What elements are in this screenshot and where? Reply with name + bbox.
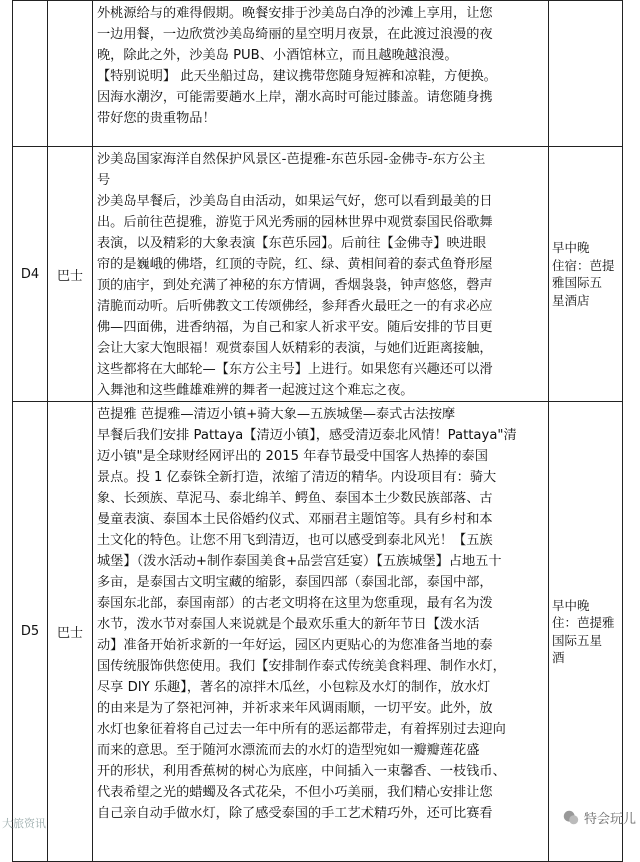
description-line: 入舞池和这些雌雄难辨的舞者一起渡过这个难忘之夜。 [97, 383, 414, 398]
meal-line: 住：芭提雅 [552, 615, 615, 630]
transport-cell: 巴士 [48, 147, 93, 402]
meal-line: 早中晚 [552, 240, 590, 255]
day-cell [13, 1, 48, 147]
watermark-right [562, 808, 636, 827]
description-line: 沙美岛国家海洋自然保护风景区-芭提雅-东芭乐园-金佛寺-东方公主 [97, 152, 486, 167]
description-line: 开的形状，利用香蕉树的树心为底座，中间插入一束馨香、一枝钱币、 [97, 764, 506, 779]
description-line: 【特别说明】 此天坐船过岛，建议携带您随身短裤和凉鞋，方便换。 [97, 69, 497, 84]
itinerary-row [13, 402, 623, 862]
description-line: 泰国东北部，泰国南部）的古老文明将在这里为您重现，最有名为泼 [97, 596, 493, 611]
watermark-left [2, 815, 46, 831]
description-line: 佛—四面佛，进香纳福，为自己和家人祈求平安。随后安排的节目更 [97, 320, 493, 335]
description-line: 代表希望之光的蜡蠋及各式花朵，不但小巧美丽，我们精心安排让您 [97, 785, 493, 800]
watermark-left-text: 大旅资讯 [2, 817, 46, 830]
description-line: 尽享 DIY 乐趣】，著名的凉拌木瓜丝，小包粽及水灯的制作，放水灯 [97, 680, 491, 695]
itinerary-description-cell [93, 1, 549, 147]
transport-cell [48, 1, 93, 147]
description-line: 城堡】（泼水活动+制作泰国美食+品尝宫廷宴）【五族城堡】占地五十 [97, 554, 502, 569]
description-line: 外桃源给与的难得假期。晚餐安排于沙美岛白净的沙滩上享用，让您 [97, 6, 493, 21]
description-line: 因海水潮汐，可能需要趟水上岸，潮水高时可能过膝盖。请您随身携 [97, 90, 493, 105]
description-line: 自己亲自动手做水灯，除了感受泰国的手工艺术精巧外，还可比赛看 [97, 806, 493, 821]
meal-line: 星酒店 [552, 292, 590, 308]
description-line: 会让大家大饱眼福！观赏泰国人妖精彩的表演，与她们近距离接触， [97, 341, 493, 356]
meal-line: 住宿：芭提 [552, 257, 615, 273]
itinerary-description-cell [93, 147, 549, 402]
day-cell: D5 [13, 402, 48, 862]
description-line: 这些都将在大邮轮—【东方公主号】上进行。如果您有兴趣还可以滑 [97, 362, 493, 377]
description-line: 芭提雅 芭提雅—清迈小镇+骑大象—五族城堡—泰式古法按摩 [97, 407, 456, 422]
description-line: 水节，泼水节对泰国人来说就是个最欢乐重大的新年节日【泼水活 [97, 617, 480, 632]
itinerary-table [12, 0, 623, 862]
description-line: 象、长颈族、草泥马、泰北绵羊、鳄鱼、泰国本土少数民族部落、古 [97, 491, 493, 506]
description-line: 水灯也象征着将自己过去一年中所有的恶运都带走，有着挥别过去迎向 [97, 722, 506, 737]
meals-accommodation-cell [549, 402, 623, 862]
description-line: 沙美岛早餐后，沙美岛自由活动，如果运气好，您可以看到最美的日 [97, 194, 493, 209]
itinerary-description-cell [93, 402, 549, 862]
description-line: 国传统服饰供您使用。我们【安排制作泰式传统美食料理、制作水灯， [97, 659, 506, 674]
description-line: 土文化的特色。让您不用飞到清迈，也可以感受到泰北风光！【五族 [97, 533, 493, 548]
description-line: 出。后前往芭提雅，游览于风光秀丽的园林世界中观赏泰国民俗歌舞 [97, 215, 493, 230]
description-line: 一边用餐，一边欣赏沙美岛绮丽的星空明月夜景，在此渡过浪漫的夜 [97, 27, 493, 42]
description-line: 早餐后我们安排 Pattaya【清迈小镇】，感受清迈泰北风情！Pattaya"清 [97, 428, 517, 443]
meal-line: 雅国际五 [552, 275, 603, 290]
description-line: 的由来是为了祭祀河神，并祈求来年风调雨顺，一切平安。此外，放 [97, 701, 493, 716]
wechat-logo-icon [562, 809, 580, 827]
meals-accommodation-cell [549, 147, 623, 402]
description-line: 号 [97, 173, 111, 188]
day-cell: D4 [13, 147, 48, 402]
meal-line: 酒 [552, 650, 565, 665]
transport-cell: 巴士 [48, 402, 93, 862]
itinerary-row [13, 147, 623, 402]
meal-line: 国际五星 [552, 632, 603, 648]
meals-accommodation-cell [549, 1, 623, 147]
description-line: 迈小镇"是全球财经网评出的 2015 年春节最受中国客人热捧的泰国 [97, 449, 488, 464]
description-line: 动】准备开始祈求新的一年好运，园区内更贴心的为您准备当地的泰 [97, 638, 493, 653]
description-line: 景点。投 1 亿泰铢全新打造，浓缩了清迈的精华。内设项目有：骑大 [97, 470, 497, 485]
description-line: 清脆而动听。后听佛教文工传颂佛经，参拜香火最旺之一的有求必应 [97, 299, 493, 314]
watermark-right-text: 特会玩儿 [583, 812, 636, 827]
meal-line: 早中晚 [552, 597, 590, 613]
description-line: 带好您的贵重物品！ [97, 111, 216, 126]
description-line: 曼童表演、泰国本土民俗婚约仪式、邓丽君主题馆等。具有乡村和本 [97, 512, 493, 527]
description-line: 表演，以及精彩的大象表演【东芭乐园】。后前往【金佛寺】映进眼 [97, 236, 487, 251]
description-line: 晚，除此之外，沙美岛 PUB、小酒馆林立，而且越晚越浪漫。 [97, 48, 458, 63]
description-line: 顶的庙宇，到处充满了神秘的东方情调，香烟袅袅，钟声悠悠，磬声 [97, 278, 493, 293]
description-line: 而来的意思。至于随河水漂流而去的水灯的造型宛如一瓣瓣莲花盛 [97, 743, 480, 758]
description-line: 多亩，是泰国古文明宝藏的缩影，泰国四部（泰国北部，泰国中部， [97, 575, 493, 590]
itinerary-row [13, 1, 623, 147]
description-line: 帘的是巍峨的佛塔，红顶的寺院，红、绿、黄相间着的泰式鱼脊形屋 [97, 257, 493, 272]
